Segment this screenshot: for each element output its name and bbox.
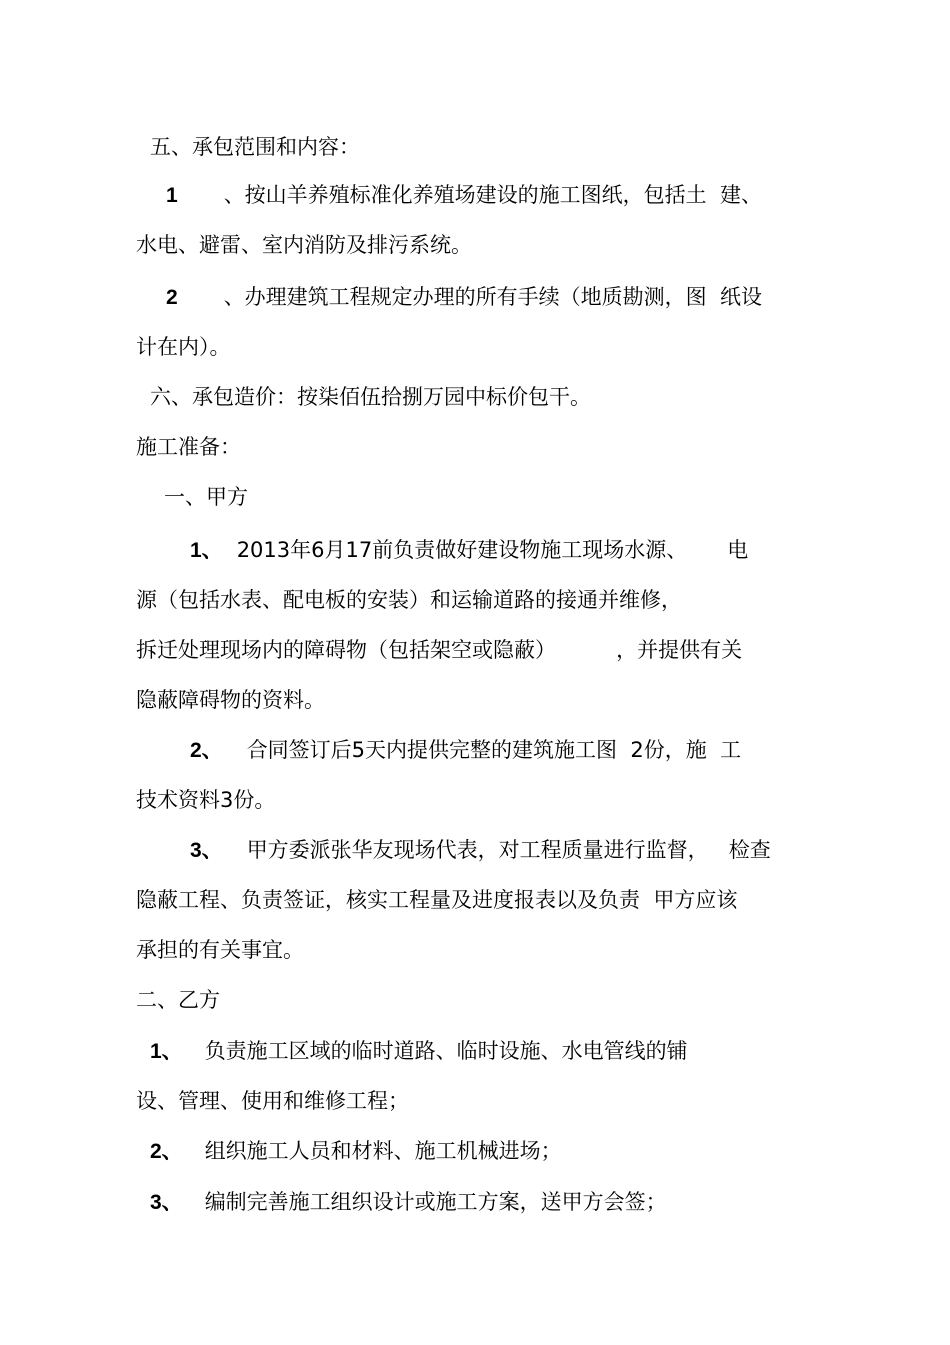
section-heading-6: 六、承包造价：按柒佰伍拾捌万园中标价包干。	[150, 385, 591, 409]
section-heading-5: 五、承包范围和内容：	[150, 135, 360, 159]
paragraph-line: 1 、按山羊养殖标准化养殖场建设的施工图纸，包括土 建、	[166, 183, 763, 207]
paragraph-line: 隐蔽障碍物的资料。	[136, 688, 325, 712]
paragraph-line: 源（包括水表、配电板的安装）和运输道路的接通并维修，	[136, 588, 682, 612]
item-number: 1、	[190, 539, 223, 562]
paragraph-line: 2、 合同签订后5天内提供完整的建筑施工图 2份，施 工	[190, 738, 742, 762]
paragraph-line: 1、 负责施工区域的临时道路、临时设施、水电管线的铺	[150, 1039, 688, 1063]
paragraph-line: 1、 2013年6月17前负责做好建设物施工现场水源、 电	[190, 538, 749, 562]
item-number: 1	[166, 184, 178, 207]
section-heading-prep: 施工准备：	[136, 435, 241, 459]
paragraph-line: 隐蔽工程、负责签证，核实工程量及进度报表以及负责 甲方应该	[136, 888, 738, 912]
paragraph-line: 计在内）。	[136, 335, 231, 359]
item-number: 3、	[150, 1191, 183, 1214]
paragraph-line: 拆迁处理现场内的障碍物（包括架空或隐蔽） ，并提供有关	[136, 638, 743, 662]
paragraph-line: 2 、办理建筑工程规定办理的所有手续（地质勘测，图 纸设	[166, 285, 763, 309]
paragraph-line: 水电、避雷、室内消防及排污系统。	[136, 233, 472, 257]
item-number: 2、	[190, 739, 223, 762]
item-number: 1、	[150, 1040, 183, 1063]
subheading-party-a: 一、甲方	[164, 485, 248, 509]
item-number: 3、	[190, 839, 223, 862]
paragraph-line: 2、 组织施工人员和材料、施工机械进场；	[150, 1139, 562, 1163]
paragraph-line: 设、管理、使用和维修工程；	[136, 1089, 409, 1113]
subheading-party-b: 二、乙方	[136, 988, 220, 1012]
paragraph-line: 承担的有关事宜。	[136, 938, 304, 962]
paragraph-line: 3、 编制完善施工组织设计或施工方案，送甲方会签；	[150, 1190, 667, 1214]
item-number: 2、	[150, 1140, 183, 1163]
paragraph-line: 技术资料3份。	[136, 788, 276, 812]
paragraph-line: 3、 甲方委派张华友现场代表，对工程质量进行监督， 检查	[190, 838, 771, 862]
item-number: 2	[166, 286, 178, 309]
